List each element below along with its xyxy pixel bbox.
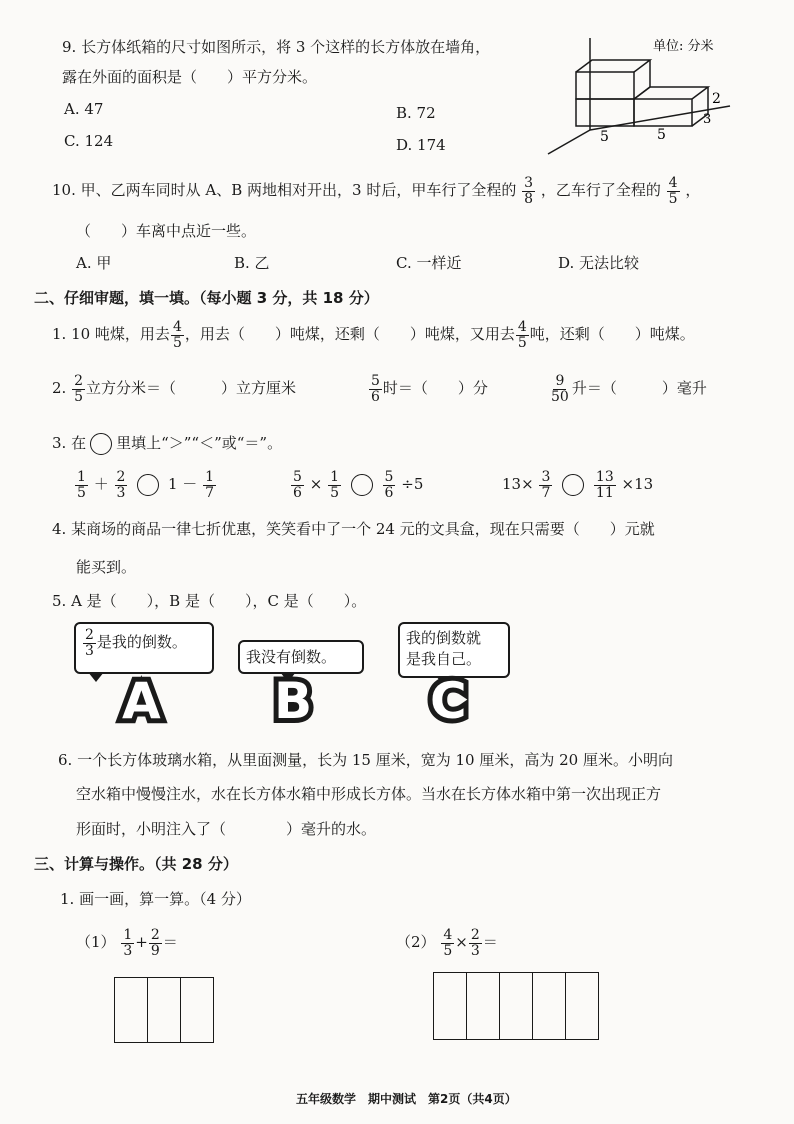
section-3-title: 三、计算与操作。（共 28 分） xyxy=(34,855,238,873)
figure-height: 2 xyxy=(712,91,721,107)
q10-option-d: D. 无法比较 xyxy=(558,254,640,272)
s2-q3-expr2: $\frac{5}{6}$ × $\frac{1}{5}$ $\frac{5}{6}$ ÷5 xyxy=(293,469,424,501)
q9-option-a: A. 47 xyxy=(64,100,104,118)
q9-option-d: D. 174 xyxy=(396,136,446,154)
s2-q3-expr1: $\frac{1}{5}$ ＋ $\frac{2}{3}$ 1 － $\frac{1}{7}$ xyxy=(77,469,214,501)
q10-line1: 10. 甲、乙两车同时从 A、B 两地相对开出，3 时后，甲车行了全程的 $\frac{3}{8}$ ，乙车行了全程的 $\frac{4}{5}$ ， xyxy=(52,175,701,207)
bubble-b: 我没有倒数。 xyxy=(238,640,364,674)
s2q1-fraction-1: $\frac{4}{5}$ xyxy=(172,319,182,351)
letter-b: B xyxy=(274,672,313,730)
q10-fraction-1: $\frac{3}{8}$ xyxy=(524,175,534,207)
bubble-c: 我的倒数就 是我自己。 xyxy=(398,622,510,678)
page-footer: 五年级数学 期中测试 第2页（共4页） xyxy=(296,1092,517,1106)
bubble-a-fraction: $\frac{2}{3}$ xyxy=(85,627,94,659)
answer-circle-2[interactable] xyxy=(351,474,373,496)
answer-circle-3[interactable] xyxy=(562,474,584,496)
q10-option-c: C. 一样近 xyxy=(396,254,462,272)
letter-c: C xyxy=(430,672,467,730)
s3-q1-part2: （2） $\frac{4}{5}$ × $\frac{2}{3}$ ＝ xyxy=(396,927,498,959)
letter-a: A xyxy=(122,672,161,730)
box-stack-figure xyxy=(540,30,740,155)
s2-q6-line1: 6. 一个长方体玻璃水箱，从里面测量，长为 15 厘米，宽为 10 厘米，高为 20 厘米。小明向 xyxy=(58,751,673,769)
drawing-grid-thirds[interactable] xyxy=(114,977,214,1043)
s2q2-fraction-c: $\frac{9}{50}$ xyxy=(551,373,569,405)
s2-q4-line2: 能买到。 xyxy=(76,558,137,576)
s2-q3-expr3: 13× $\frac{3}{7}$ $\frac{13}{11}$ ×13 xyxy=(502,469,654,501)
q10-line2: （ ）车离中点近一些。 xyxy=(76,222,257,240)
drawing-grid-fifths[interactable] xyxy=(433,972,599,1040)
s2q2-fraction-b: $\frac{5}{6}$ xyxy=(371,373,380,405)
s2-q6-line2: 空水箱中慢慢注水，水在长方体水箱中形成长方体。当水在长方体水箱中第一次出现正方 xyxy=(76,785,662,803)
s2q1-fraction-2: $\frac{4}{5}$ xyxy=(517,319,527,351)
q10-option-a: A. 甲 xyxy=(76,254,112,272)
answer-circle-1[interactable] xyxy=(137,474,159,496)
s2-q5-text: 5. A 是（ ），B 是（ ），C 是（ ）。 xyxy=(52,592,367,610)
q9-line2: 露在外面的面积是（ ）平方分米。 xyxy=(62,68,318,86)
q10-fraction-2: $\frac{4}{5}$ xyxy=(668,175,678,207)
q9-line1: 9. 长方体纸箱的尺寸如图所示，将 3 个这样的长方体放在墙角， xyxy=(62,38,491,56)
s3-q1-title: 1. 画一画，算一算。（4 分） xyxy=(60,890,251,908)
s2q2-fraction-a: $\frac{2}{5}$ xyxy=(74,373,84,405)
s2-q6-line3: 形面时，小明注入了（ ）毫升的水。 xyxy=(76,820,377,838)
q9-option-b: B. 72 xyxy=(396,104,436,122)
q10-option-b: B. 乙 xyxy=(234,254,270,272)
figure-len1: 5 xyxy=(600,129,609,145)
figure-len2: 5 xyxy=(657,127,666,143)
s2-q2: 2. $\frac{2}{5}$ 立方分米＝（ ）立方厘米 xyxy=(52,373,297,405)
section-2-title: 二、仔细审题，填一填。（每小题 3 分，共 18 分） xyxy=(34,289,379,307)
s2-q1: 1. 10 吨煤，用去 $\frac{4}{5}$ ，用去（ ）吨煤，还剩（ ）吨煤，又用去 $\frac{4}{5}$ 吨，还剩（ ）吨煤。 xyxy=(52,319,695,351)
s2-q2-b: $\frac{5}{6}$ 时＝（ ）分 xyxy=(371,373,488,405)
s2-q4-line1: 4. 某商场的商品一律七折优惠，笑笑看中了一个 24 元的文具盒，现在只需要（ ）元就 xyxy=(52,520,655,538)
compare-circle-icon xyxy=(90,433,112,455)
s3-q1-part1: （1） $\frac{1}{3}$ + $\frac{2}{9}$ ＝ xyxy=(76,927,178,959)
figure-unit: 单位: 分米 xyxy=(653,39,714,54)
s2-q2-c: $\frac{9}{50}$ 升＝（ ）毫升 xyxy=(551,373,707,405)
q9-option-c: C. 124 xyxy=(64,132,114,150)
figure-width: 3 xyxy=(703,112,712,127)
bubble-a: $\frac{2}{3}$ 是我的倒数。 xyxy=(74,622,214,674)
s2-q3-title: 3. 在 里填上“＞”“＜”或“＝”。 xyxy=(52,432,282,455)
